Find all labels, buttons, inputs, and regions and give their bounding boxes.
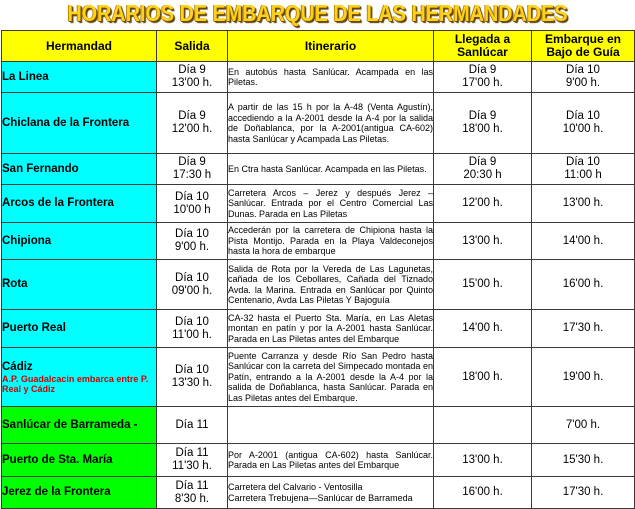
itinerario-cell: A partir de las 15 h por la A-48 (Venta Agustín), accediendo a la A-2001 desde la A-4 por la salida de Doñablanca, por la A-2001(antigua CA-602) hasta Sanlúcar y Acampada Las Piletas. xyxy=(228,93,434,154)
embarque-time: 13'00 h. xyxy=(562,197,604,209)
hermandad-name: San Fernando xyxy=(2,162,79,175)
hermandad-name: Rota xyxy=(2,278,28,290)
salida-day: Día 10 xyxy=(175,271,209,284)
hermandad-name: Cádiz xyxy=(2,360,33,373)
embarque-cell xyxy=(532,223,635,260)
itinerario-cell: En Ctra hasta Sanlúcar. Acampada en las Piletas. xyxy=(228,154,434,185)
hermandad-cell xyxy=(2,444,157,477)
table-row xyxy=(2,93,635,154)
embarque-cell xyxy=(532,444,635,477)
hermandad-name: Puerto de Sta. María xyxy=(2,453,113,466)
salida-time: 8'30 h. xyxy=(174,492,210,505)
embarque-day: Día 10 xyxy=(566,110,600,122)
salida-cell xyxy=(157,62,228,93)
llegada-cell xyxy=(434,348,532,407)
salida-time: 13'30 h. xyxy=(171,377,213,389)
table-row xyxy=(2,407,635,444)
salida-time: 11'00 h. xyxy=(172,328,212,341)
salida-day: Día 10 xyxy=(175,364,209,376)
salida-day: Día 11 xyxy=(175,418,209,431)
llegada-cell xyxy=(434,185,532,223)
table-row xyxy=(2,223,635,260)
llegada-cell xyxy=(434,260,532,310)
hermandad-cell xyxy=(2,348,157,407)
llegada-time: 18'00 h. xyxy=(462,370,503,383)
header-embarque xyxy=(532,31,635,62)
embarque-cell xyxy=(532,185,635,223)
embarque-day: Día 10 xyxy=(566,64,600,76)
llegada-cell xyxy=(434,310,532,348)
itinerario-cell: Salida de Rota por la Vereda de Las Lagunetas, cañada de los Cebollares, Cañada del Tiznado Avda. la Marina. Entrada en Sanlúcar por Quinto Centenario, Avda Las Piletas Y Bajoguía xyxy=(228,260,434,310)
salida-cell xyxy=(157,93,228,154)
table-header-row xyxy=(2,31,635,62)
itinerario-cell: En autobús hasta Sanlúcar. Acampada en las Piletas. xyxy=(228,62,434,93)
salida-day: Día 9 xyxy=(178,64,206,76)
hermandad-name: Arcos de la Frontera xyxy=(2,197,114,209)
salida-cell xyxy=(157,348,228,407)
table-row xyxy=(2,185,635,223)
itinerario-cell: Puente Carranza y desde Río San Pedro hasta Sanlúcar con la carreta del Simpecado montada en Patín, entrando a la A-2001 desde la A-4 por la salida de Doñablanca, hasta Sanlúcar. Parada en Las Piletas antes del Embarque. xyxy=(228,348,434,407)
llegada-time: 17'00 h. xyxy=(462,77,503,89)
table-row xyxy=(2,477,635,509)
salida-time: 17:30 h xyxy=(172,169,212,181)
salida-cell xyxy=(157,185,228,223)
llegada-time: 13'00 h. xyxy=(462,234,503,247)
itinerario-cell xyxy=(228,407,434,444)
llegada-day: Día 9 xyxy=(468,110,497,122)
hermandad-name: Chiclana de la Frontera xyxy=(2,116,130,129)
salida-time: 09'00 h. xyxy=(171,284,213,297)
table-row xyxy=(2,310,635,348)
embarque-time: 19'00 h. xyxy=(562,370,604,383)
salida-day: Día 10 xyxy=(175,315,209,328)
llegada-time: 14'00 h. xyxy=(462,322,503,334)
salida-time: 13'00 h. xyxy=(171,77,213,89)
embarque-cell xyxy=(532,477,635,509)
llegada-cell xyxy=(434,223,532,260)
itinerario-line2: Carretera Trebujena—Sanlúcar de Barrameda xyxy=(228,492,413,503)
embarque-time: 11:00 h xyxy=(564,169,602,181)
header-llegada xyxy=(434,31,532,62)
itinerario-cell: Carretera Arcos – Jerez y después Jerez – Sanlúcar. Entrada por el Centro Comercial Las Dunas. Parada en Las Piletas xyxy=(228,185,434,223)
salida-day: Día 9 xyxy=(178,156,206,168)
llegada-cell xyxy=(434,477,532,509)
llegada-time: 15'00 h. xyxy=(462,278,503,290)
header-hermandad: Hermandad xyxy=(2,31,157,62)
header-llegada-line2: Sanlúcar xyxy=(457,45,508,59)
salida-time: 10'00 h xyxy=(173,203,211,216)
schedule-table xyxy=(1,30,635,509)
table-row xyxy=(2,154,635,185)
hermandad-cell xyxy=(2,223,157,260)
llegada-time: 13'00 h. xyxy=(462,453,503,466)
llegada-day: Día 9 xyxy=(468,64,497,76)
hermandad-note: A.P. Guadalcacin embarca entre P. Real y Cádiz xyxy=(2,373,149,394)
embarque-time: 10'00 h. xyxy=(562,123,604,135)
embarque-cell xyxy=(532,260,635,310)
salida-time: 9'00 h. xyxy=(174,241,210,253)
hermandad-cell xyxy=(2,93,157,154)
salida-cell xyxy=(157,223,228,260)
salida-day: Día 9 xyxy=(178,110,206,122)
table-row xyxy=(2,62,635,93)
hermandad-name: Sanlúcar de Barrameda - xyxy=(2,418,138,431)
llegada-time: 16'00 h. xyxy=(462,486,503,498)
embarque-time: 9'00 h. xyxy=(565,77,601,89)
salida-day: Día 10 xyxy=(175,190,209,203)
table-row xyxy=(2,348,635,407)
table-row xyxy=(2,444,635,477)
salida-time: 12'00 h. xyxy=(171,123,213,135)
salida-cell xyxy=(157,310,228,348)
hermandad-name: Jerez de la Frontera xyxy=(2,486,111,498)
llegada-cell xyxy=(434,62,532,93)
embarque-time: 16'00 h. xyxy=(562,278,604,290)
salida-day: Día 10 xyxy=(175,228,209,240)
itinerario-line1: Carretera del Calvario - Ventosilla xyxy=(228,482,363,492)
embarque-time: 17'30 h. xyxy=(562,486,604,498)
embarque-time: 14'00 h. xyxy=(562,234,604,247)
salida-cell xyxy=(157,154,228,185)
hermandad-name: Puerto Real xyxy=(2,322,66,334)
llegada-time: 18'00 h. xyxy=(462,123,503,135)
itinerario-cell: CA-32 hasta el Puerto Sta. María, en Las Aletas montan en patín y por la A-2001 hasta Sanlúcar. Parada en Las Piletas antes del Embarque xyxy=(228,310,434,348)
hermandad-name: La Linea xyxy=(2,70,49,83)
salida-cell xyxy=(157,260,228,310)
hermandad-cell xyxy=(2,477,157,509)
embarque-day: Día 10 xyxy=(566,156,600,168)
header-itinerario: Itinerario xyxy=(228,31,434,62)
page-title: HORARIOS DE EMBARQUE DE LAS HERMANDADES xyxy=(67,0,568,26)
embarque-time: 17'30 h. xyxy=(562,322,604,334)
salida-day: Día 11 xyxy=(175,447,209,459)
embarque-cell xyxy=(532,93,635,154)
salida-cell xyxy=(157,444,228,477)
hermandad-cell xyxy=(2,260,157,310)
embarque-cell xyxy=(532,407,635,444)
header-embarque-line2: Bajo de Guía xyxy=(546,45,620,59)
llegada-cell xyxy=(434,444,532,477)
hermandad-cell xyxy=(2,62,157,93)
llegada-cell xyxy=(434,154,532,185)
llegada-cell xyxy=(434,407,532,444)
salida-time: 11'30 h. xyxy=(172,460,212,472)
embarque-cell xyxy=(532,154,635,185)
itinerario-cell: Accederán por la carretera de Chipiona hasta la Pista Montijo. Parada en la Playa Valdeconejos hasta la hora de embarque xyxy=(228,223,434,260)
llegada-day: Día 9 xyxy=(468,156,497,168)
hermandad-cell xyxy=(2,310,157,348)
embarque-cell xyxy=(532,62,635,93)
hermandad-name: Chipiona xyxy=(2,234,52,247)
embarque-time: 7'00 h. xyxy=(565,418,601,431)
header-embarque-line1: Embarque en xyxy=(544,32,622,46)
llegada-time: 20:30 h xyxy=(463,169,502,181)
llegada-time: 12'00 h. xyxy=(462,197,503,209)
salida-day: Día 11 xyxy=(175,479,209,492)
salida-cell xyxy=(157,477,228,509)
embarque-cell xyxy=(532,348,635,407)
header-llegada-line1: Llegada a xyxy=(454,32,511,46)
hermandad-cell xyxy=(2,154,157,185)
salida-cell xyxy=(157,407,228,444)
itinerario-cell xyxy=(228,477,434,509)
llegada-cell xyxy=(434,93,532,154)
embarque-time: 15'30 h. xyxy=(562,453,604,466)
hermandad-cell xyxy=(2,185,157,223)
table-row xyxy=(2,260,635,310)
itinerario-cell: Por A-2001 (antigua CA-602) hasta Sanlúcar. Parada en Las Piletas antes del Embarque xyxy=(228,444,434,477)
hermandad-cell xyxy=(2,407,157,444)
embarque-cell xyxy=(532,310,635,348)
header-salida: Salida xyxy=(157,31,228,62)
